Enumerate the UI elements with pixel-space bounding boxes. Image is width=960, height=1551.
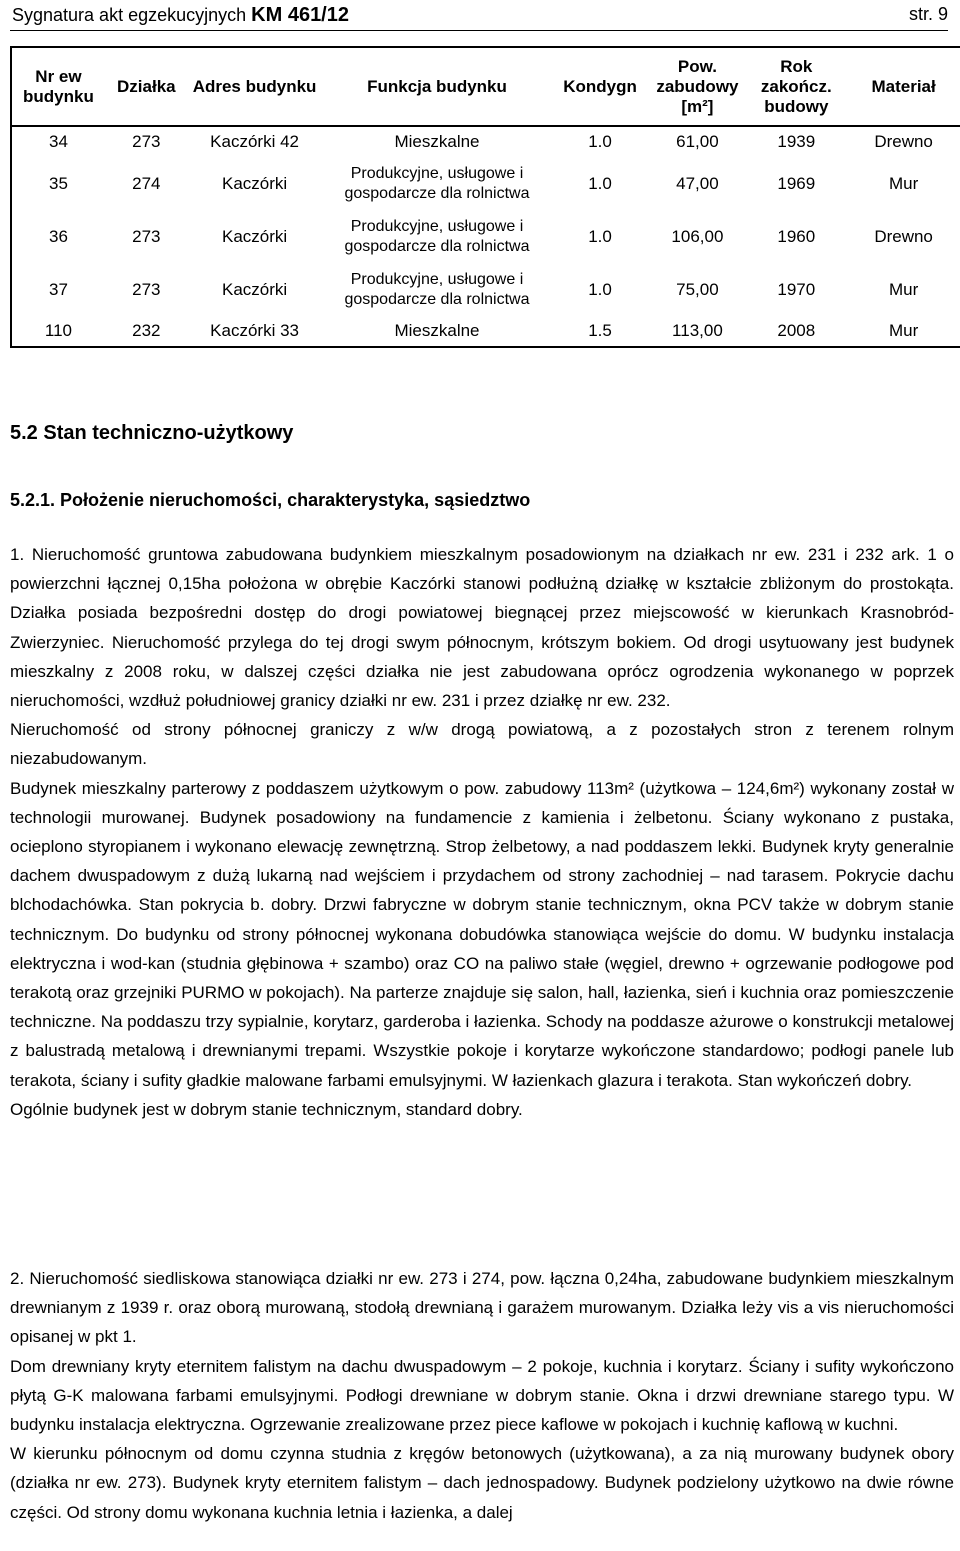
- cell-nr: 36: [48, 226, 68, 246]
- cell-nr: 35: [48, 173, 68, 193]
- cell-nr: 110: [44, 321, 72, 340]
- signature-value: KM 461/12: [251, 4, 349, 26]
- cell-dzialka: 273: [132, 132, 161, 151]
- cell-pow: 75,00: [676, 279, 719, 299]
- cell-pow: 113,00: [672, 321, 723, 340]
- col-material: Materiał: [845, 47, 960, 126]
- col-dzialka: Działka: [105, 47, 188, 126]
- cell-material: Mur: [888, 173, 919, 193]
- cell-pow: 61,00: [676, 132, 719, 151]
- cell-rok: 1939: [777, 132, 816, 151]
- cell-rok: 2008: [777, 321, 816, 340]
- paragraph: Ogólnie budynek jest w dobrym stanie technicznym, standard dobry.: [10, 1099, 523, 1119]
- description-part-2: [10, 1264, 954, 1527]
- col-kondygn: Kondygn: [553, 47, 648, 126]
- col-pow: Pow. zabudowy [m²]: [647, 47, 747, 126]
- signature-label: Sygnatura akt egzekucyjnych: [12, 5, 247, 25]
- cell-funkcja: Produkcyjne, usługowe i gospodarcze dla rolnictwa: [344, 270, 530, 308]
- cell-funkcja: Produkcyjne, usługowe i gospodarcze dla rolnictwa: [344, 164, 530, 202]
- cell-pow: 47,00: [676, 173, 719, 193]
- paragraph: W kierunku północnym od domu czynna studnia z kręgów betonowych (użytkowana), a za nią murowany budynek obory (działka nr ew. 273). Budynek kryty eternitem falistym – dach jednospadowy. Budynek podzielony użytkowo na dwie równe części. Od strony domu wykonana kuchnia letnia i łazienka, a dalej: [10, 1444, 954, 1522]
- cell-material: Mur: [888, 321, 919, 340]
- cell-rok: 1969: [777, 173, 816, 193]
- cell-nr: 34: [48, 132, 68, 151]
- subsection-title: 5.2.1. Położenie nieruchomości, charakterystyka, sąsiedztwo: [10, 490, 531, 510]
- table-row: [11, 157, 960, 210]
- paragraph: Nieruchomość od strony północnej graniczy z w/w drogą powiatową, a z pozostałych stron z terenem rolnym niezabudowanym.: [10, 720, 954, 769]
- cell-material: Drewno: [874, 226, 933, 246]
- cell-adres: Kaczórki: [221, 226, 288, 246]
- table-row: [11, 210, 960, 263]
- cell-nr: 37: [48, 279, 68, 299]
- page-number: str. 9: [908, 4, 948, 24]
- cell-funkcja: Produkcyjne, usługowe i gospodarcze dla rolnictwa: [344, 217, 530, 255]
- cell-adres: Kaczórki: [221, 279, 288, 299]
- table-header-row: [11, 47, 960, 126]
- cell-kondygn: 1.5: [588, 321, 612, 340]
- table-row: [11, 316, 960, 347]
- cell-kondygn: 1.0: [588, 173, 612, 193]
- table-row: [11, 263, 960, 316]
- cell-dzialka: 273: [132, 226, 161, 246]
- cell-dzialka: 232: [132, 321, 161, 340]
- paragraph: Dom drewniany kryty eternitem falistym na dachu dwuspadowym – 2 pokoje, kuchnia i korytarz. Ściany i sufity wykończono płytą G-K malowana farbami emulsyjnymi. Podłogi drewniane w dobrym stanie. Okna i drzwi drewniane starego typu. W budynku instalacja elektryczna. Ogrzewanie zrealizowane przez piece kaflowe w pokojach i kuchnię kaflową w kuchni.: [10, 1356, 954, 1435]
- page-header: [10, 0, 948, 31]
- col-funkcja: Funkcja budynku: [321, 47, 552, 126]
- paragraph: 1. Nieruchomość gruntowa zabudowana budynkiem mieszkalnym posadowionym na działkach nr ew. 231 i 232 ark. 1 o powierzchni łącznej 0,15ha położona w obrębie Kaczórki stanowi podłużną działkę w kształcie zbliżonym do prostokąta. Działka posiada bezpośredni dostęp do drogi powiatowej biegnącej przez miejscowość w kierunkach Krasnobród-Zwierzyniec. Nieruchomość przylega do tej drogi swym północnym, krótszym bokiem. Od drogi usytuowany jest budynek mieszkalny z 2008 roku, w dalszej części działka nie jest zabudowana oprócz ogrodzenia wykonanego w poprzek nieruchomości, wzdłuż południowej granicy działki nr ew. 231 i przez działkę nr ew. 232.: [10, 545, 954, 711]
- cell-kondygn: 1.0: [588, 279, 612, 299]
- paragraph: 2. Nieruchomość siedliskowa stanowiąca działki nr ew. 273 i 274, pow. łączna 0,24ha, zabudowane budynkiem mieszkalnym drewnianym z 1939 r. oraz oborą murowaną, stodołą drewnianą i garażem murowanym. Działka leży vis a vis nieruchomości opisanej w pkt 1.: [10, 1269, 954, 1347]
- paragraph: Budynek mieszkalny parterowy z poddaszem użytkowym o pow. zabudowy 113m² (użytkowa – 124,6m²) wykonany został w technologii murowanej. Budynek posadowiony na fundamencie z kamienia i żelbetonu. Ściany wykonano z pustaka, ocieplono styropianem i wykonano elewację zewnętrzną. Strop żelbetowy, a nad poddaszem lekki. Budynek kryty generalnie dachem dwuspadowym z dużą lukarną nad wejściem i przydachem od strony zachodniej – nad tarasem. Pokrycie dachu blchodachówka. Stan pokrycia b. dobry. Drzwi fabryczne w dobrym stanie technicznym, okna PCV także w dobrym stanie technicznym. Do budynku od strony północnej wykonana dobudówka stanowiąca wejście do domu. W budynku instalacja elektryczna i wod-kan (studnia głębinowa + szambo) oraz CO na paliwo stałe (węgiel, drewno + ogrzewanie podłogowe pod terakotą oraz grzejniki PURMO w pokojach). Na parterze znajduje się salon, hall, łazienka, sień i kuchnia oraz pomieszczenie techniczne. Na poddaszu trzy sypialnie, korytarz, garderoba i łazienka. Schody na poddasze ażurowe o konstrukcji metalowej z balustradą metalową i drewnianymi trepami. Wszystkie pokoje i korytarze wykończone standardowo; podłogi panele lub terakota, ściany i sufity gładkie malowane farbami emulsyjnymi. W łazienkach glazura i terakota. Stan wykończeń dobry.: [10, 778, 954, 1090]
- cell-adres: Kaczórki: [221, 173, 288, 193]
- col-rok: Rok zakończ. budowy: [747, 47, 845, 126]
- table-row: [11, 126, 960, 157]
- cell-dzialka: 274: [132, 173, 161, 193]
- cell-rok: 1970: [777, 279, 816, 299]
- cell-adres: Kaczórki 42: [210, 132, 299, 151]
- cell-rok: 1960: [777, 226, 816, 246]
- cell-adres: Kaczórki 33: [210, 321, 299, 340]
- buildings-table: [10, 46, 960, 348]
- section-title: 5.2 Stan techniczno-użytkowy: [10, 422, 294, 444]
- cell-kondygn: 1.0: [588, 226, 612, 246]
- cell-funkcja: Mieszkalne: [394, 132, 480, 151]
- case-signature: [12, 4, 349, 27]
- cell-material: Drewno: [874, 132, 933, 151]
- cell-material: Mur: [888, 279, 919, 299]
- cell-kondygn: 1.0: [588, 132, 612, 151]
- cell-funkcja: Mieszkalne: [394, 321, 480, 340]
- description-part-1: [10, 540, 954, 1124]
- col-nr-ew: Nr ew budynku: [11, 47, 105, 126]
- cell-pow: 106,00: [671, 226, 724, 246]
- cell-dzialka: 273: [132, 279, 161, 299]
- col-adres: Adres budynku: [188, 47, 322, 126]
